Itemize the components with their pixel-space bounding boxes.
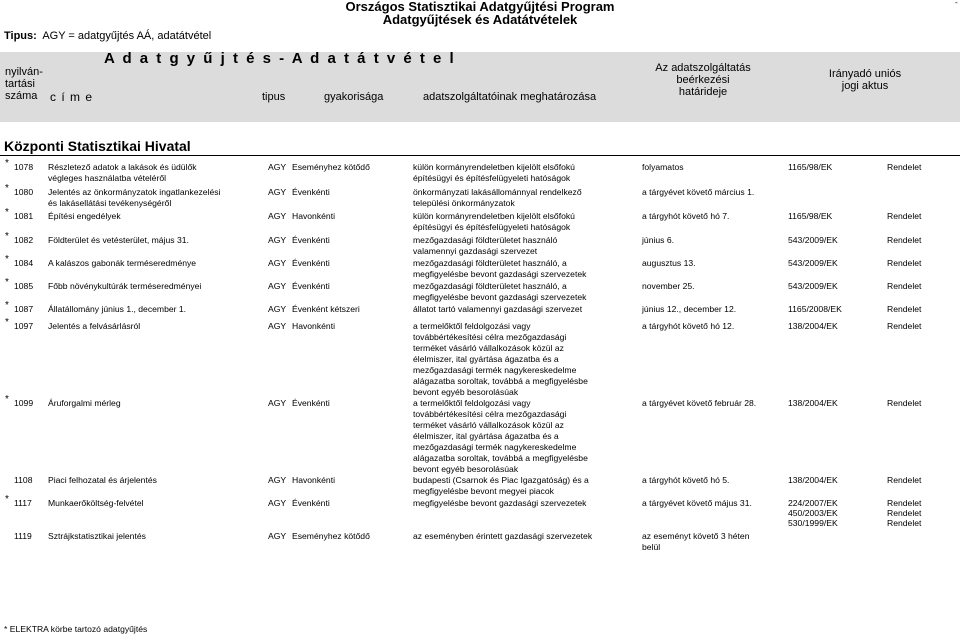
elektra-star: *: [5, 231, 9, 242]
record-frequency: Évenként kétszeri: [292, 304, 360, 314]
record-code: 1087: [14, 304, 34, 314]
tipus-label: Tipus:: [4, 30, 37, 42]
record-deadline-line: az eseményt követő 3 héten: [642, 531, 750, 541]
record-act-kind: Rendelet: [887, 321, 922, 331]
record-name-line: Állatállomány június 1., december 1.: [48, 304, 187, 314]
record-eu-act: 543/2009/EK: [788, 258, 838, 268]
record-act-kind: Rendelet: [887, 235, 922, 245]
corner-mark: -: [955, 0, 958, 7]
record-providers-line: terméket vásárló vállalkozások közül az: [413, 343, 564, 353]
record-type: AGY: [268, 321, 287, 331]
record-frequency: Eseményhez kötődő: [292, 531, 370, 541]
record-providers-line: települési önkormányzatok: [413, 198, 515, 208]
record-deadline-line: belül: [642, 542, 661, 552]
elektra-star: *: [5, 277, 9, 288]
record-code: 1082: [14, 235, 34, 245]
elektra-star: *: [5, 254, 9, 265]
elektra-star: *: [5, 394, 9, 405]
record-frequency: Havonkénti: [292, 211, 335, 221]
record-deadline-line: augusztus 13.: [642, 258, 696, 268]
header-deadline-line1: Az adatszolgáltatás: [655, 62, 751, 74]
record-providers-line: terméket vásárló vállalkozások közül az: [413, 420, 564, 430]
record-eu-act: 530/1999/EK: [788, 518, 838, 528]
record-providers-line: mezőgazdasági földterületet használó, a: [413, 281, 567, 291]
record-eu-act: 450/2003/EK: [788, 508, 838, 518]
record-act-kind: Rendelet: [887, 304, 922, 314]
record-act-kind: Rendelet: [887, 211, 922, 221]
header-deadline-line3: határideje: [678, 86, 728, 98]
record-code: 1085: [14, 281, 34, 291]
record-name-line: Piaci felhozatal és árjelentés: [48, 475, 157, 485]
record-name-line: Munkaerőköltség-felvétel: [48, 498, 144, 508]
record-providers-line: külön kormányrendeletben kijelölt elsőfokú: [413, 162, 575, 172]
record-code: 1081: [14, 211, 34, 221]
elektra-star: *: [5, 207, 9, 218]
record-frequency: Havonkénti: [292, 321, 335, 331]
record-deadline-line: június 12., december 12.: [642, 304, 737, 314]
record-providers-line: mezőgazdasági földterületet használó, a: [413, 258, 567, 268]
record-eu-act: 1165/98/EK: [788, 211, 833, 221]
header-reg-line2: tartási: [5, 78, 35, 90]
record-deadline-line: a tárgyhót követő hó 12.: [642, 321, 735, 331]
header-deadline-line2: beérkezési: [676, 74, 730, 86]
record-eu-act: 138/2004/EK: [788, 398, 838, 408]
record-type: AGY: [268, 258, 287, 268]
record-frequency: Évenkénti: [292, 281, 330, 291]
record-name-line: Főbb növénykultúrák terméseredményei: [48, 281, 202, 291]
tipus-value: AGY = adatgyűjtés AÁ, adatátvétel: [42, 30, 212, 42]
record-deadline-line: a tárgyhót követő hó 7.: [642, 211, 730, 221]
record-providers-line: megfigyelésbe bevont gazdasági szervezetek: [413, 498, 587, 508]
record-eu-act: 1165/98/EK: [788, 162, 833, 172]
elektra-star: *: [5, 494, 9, 505]
program-subtitle: Adatgyűjtések és Adatátvételek: [382, 12, 578, 27]
header-reg-line1: nyilván-: [5, 66, 43, 78]
record-frequency: Havonkénti: [292, 475, 335, 485]
record-act-kind: Rendelet: [887, 398, 922, 408]
record-providers-line: a termelőktől feldolgozási vagy: [413, 321, 531, 331]
record-providers-line: bevont egyéb besorolásúak: [413, 464, 519, 474]
record-providers-line: állatot tartó valamennyi gazdasági szervezet: [413, 304, 583, 314]
record-eu-act: 543/2009/EK: [788, 235, 838, 245]
record-name-line: Sztrájkstatisztikai jelentés: [48, 531, 146, 541]
record-code: 1080: [14, 187, 34, 197]
record-providers-line: megfigyelésbe bevont gazdasági szervezetek: [413, 269, 587, 279]
header-main-title: A d a t g y ű j t é s - A d a t á t v é t e l: [104, 50, 456, 67]
header-tipus: tipus: [262, 91, 286, 103]
elektra-star: *: [5, 300, 9, 311]
record-eu-act: 138/2004/EK: [788, 321, 838, 331]
header-gyakorisaga: gyakorisága: [324, 91, 384, 103]
record-deadline-line: folyamatos: [642, 162, 684, 172]
record-code: 1119: [14, 531, 32, 541]
record-type: AGY: [268, 498, 287, 508]
record-name-line: Jelentés a felvásárlásról: [48, 321, 141, 331]
record-frequency: Évenkénti: [292, 258, 330, 268]
record-providers-line: megfigyelésbe bevont megyei piacok: [413, 486, 554, 496]
record-eu-act: 1165/2008/EK: [788, 304, 842, 314]
record-name-line: Részletező adatok a lakások és üdülők: [48, 162, 197, 172]
record-frequency: Évenkénti: [292, 187, 330, 197]
elektra-star: *: [5, 183, 9, 194]
record-type: AGY: [268, 304, 287, 314]
tipus-legend: [4, 30, 211, 42]
institution-title: Központi Statisztikai Hivatal: [4, 138, 191, 154]
record-code: 1097: [14, 321, 34, 331]
record-deadline-line: a tárgyévet követő február 28.: [642, 398, 757, 408]
record-name-line: Jelentés az önkormányzatok ingatlankezelési: [48, 187, 221, 197]
record-act-kind: Rendelet: [887, 475, 922, 485]
record-code: 1108: [14, 475, 33, 485]
record-providers-line: élelmiszer, ital gyártása ágazatba és a: [413, 431, 559, 441]
record-act-kind: Rendelet: [887, 162, 922, 172]
record-act-kind: Rendelet: [887, 508, 922, 518]
institution-divider: [0, 155, 960, 156]
record-providers-line: továbbértékesítési célra mezőgazdasági: [413, 409, 567, 419]
record-providers-line: mezőgazdasági termék nagykereskedelme: [413, 442, 577, 452]
header-law-line2: jogi aktus: [841, 80, 889, 92]
record-deadline-line: november 25.: [642, 281, 695, 291]
record-type: AGY: [268, 475, 287, 485]
record-code: 1099: [14, 398, 34, 408]
record-code: 1084: [14, 258, 34, 268]
record-providers-line: budapesti (Csarnok és Piac Igazgatóság) és a: [413, 475, 589, 485]
record-deadline-line: a tárgyévet követő március 1.: [642, 187, 755, 197]
record-frequency: Évenkénti: [292, 498, 330, 508]
record-providers-line: valamennyi gazdasági szervezet: [413, 246, 538, 256]
record-frequency: Eseményhez kötődő: [292, 162, 370, 172]
record-eu-act: 543/2009/EK: [788, 281, 838, 291]
header-reg-line3: száma: [5, 90, 38, 102]
record-providers-line: megfigyelésbe bevont gazdasági szervezetek: [413, 292, 587, 302]
header-adatszolgaltatok: adatszolgáltatóinak meghatározása: [423, 91, 597, 103]
record-name-line: és lakásellátási tevékenységéről: [48, 198, 172, 208]
record-deadline-line: a tárgyévet követő május 31.: [642, 498, 752, 508]
record-type: AGY: [268, 235, 287, 245]
record-eu-act: 138/2004/EK: [788, 475, 838, 485]
record-eu-act: 224/2007/EK: [788, 498, 838, 508]
record-type: AGY: [268, 187, 287, 197]
record-act-kind: Rendelet: [887, 518, 922, 528]
record-providers-line: külön kormányrendeletben kijelölt elsőfokú: [413, 211, 575, 221]
record-providers-line: alágazatba soroltak, továbbá a megfigyelésbe: [413, 453, 588, 463]
record-deadline-line: június 6.: [642, 235, 675, 245]
elektra-star: *: [5, 317, 9, 328]
header-law-line1: Irányadó uniós: [828, 68, 902, 80]
record-type: AGY: [268, 162, 287, 172]
record-providers-line: önkormányzati lakásállománnyal rendelkező: [413, 187, 582, 197]
record-providers-line: mezőgazdasági termék nagykereskedelme: [413, 365, 577, 375]
record-act-kind: Rendelet: [887, 498, 922, 508]
record-providers-line: alágazatba soroltak, továbbá a megfigyelésbe: [413, 376, 588, 386]
program-title: Országos Statisztikai Adatgyűjtési Program: [345, 0, 615, 14]
record-code: 1117: [14, 498, 32, 508]
record-providers-line: az eseményben érintett gazdasági szervezetek: [413, 531, 593, 541]
record-providers-line: a termelőktől feldolgozási vagy: [413, 398, 531, 408]
record-name-line: Földterület és vetésterület, május 31.: [48, 235, 189, 245]
elektra-star: *: [5, 158, 9, 169]
record-type: AGY: [268, 398, 287, 408]
record-type: AGY: [268, 531, 287, 541]
record-type: AGY: [268, 211, 287, 221]
header-cime: c í m e: [50, 90, 94, 104]
record-name-line: Építési engedélyek: [48, 211, 121, 221]
record-providers-line: továbbértékesítési célra mezőgazdasági: [413, 332, 567, 342]
footnote: * ELEKTRA körbe tartozó adatgyűjtés: [4, 624, 148, 634]
record-providers-line: mezőgazdasági földterületet használó: [413, 235, 558, 245]
record-code: 1078: [14, 162, 34, 172]
record-type: AGY: [268, 281, 287, 291]
record-frequency: Évenkénti: [292, 398, 330, 408]
record-frequency: Évenkénti: [292, 235, 330, 245]
record-providers-line: élelmiszer, ital gyártása ágazatba és a: [413, 354, 559, 364]
record-providers-line: bevont egyéb besorolásúak: [413, 387, 519, 397]
record-act-kind: Rendelet: [887, 281, 922, 291]
record-name-line: végleges használatba vételéről: [48, 173, 167, 183]
record-name-line: Áruforgalmi mérleg: [48, 398, 121, 408]
record-deadline-line: a tárgyhót követő hó 5.: [642, 475, 730, 485]
record-act-kind: Rendelet: [887, 258, 922, 268]
record-name-line: A kalászos gabonák terméseredménye: [48, 258, 197, 268]
record-providers-line: építésügyi és építésfelügyeleti hatóságok: [413, 222, 571, 232]
record-providers-line: építésügyi és építésfelügyeleti hatóságok: [413, 173, 571, 183]
